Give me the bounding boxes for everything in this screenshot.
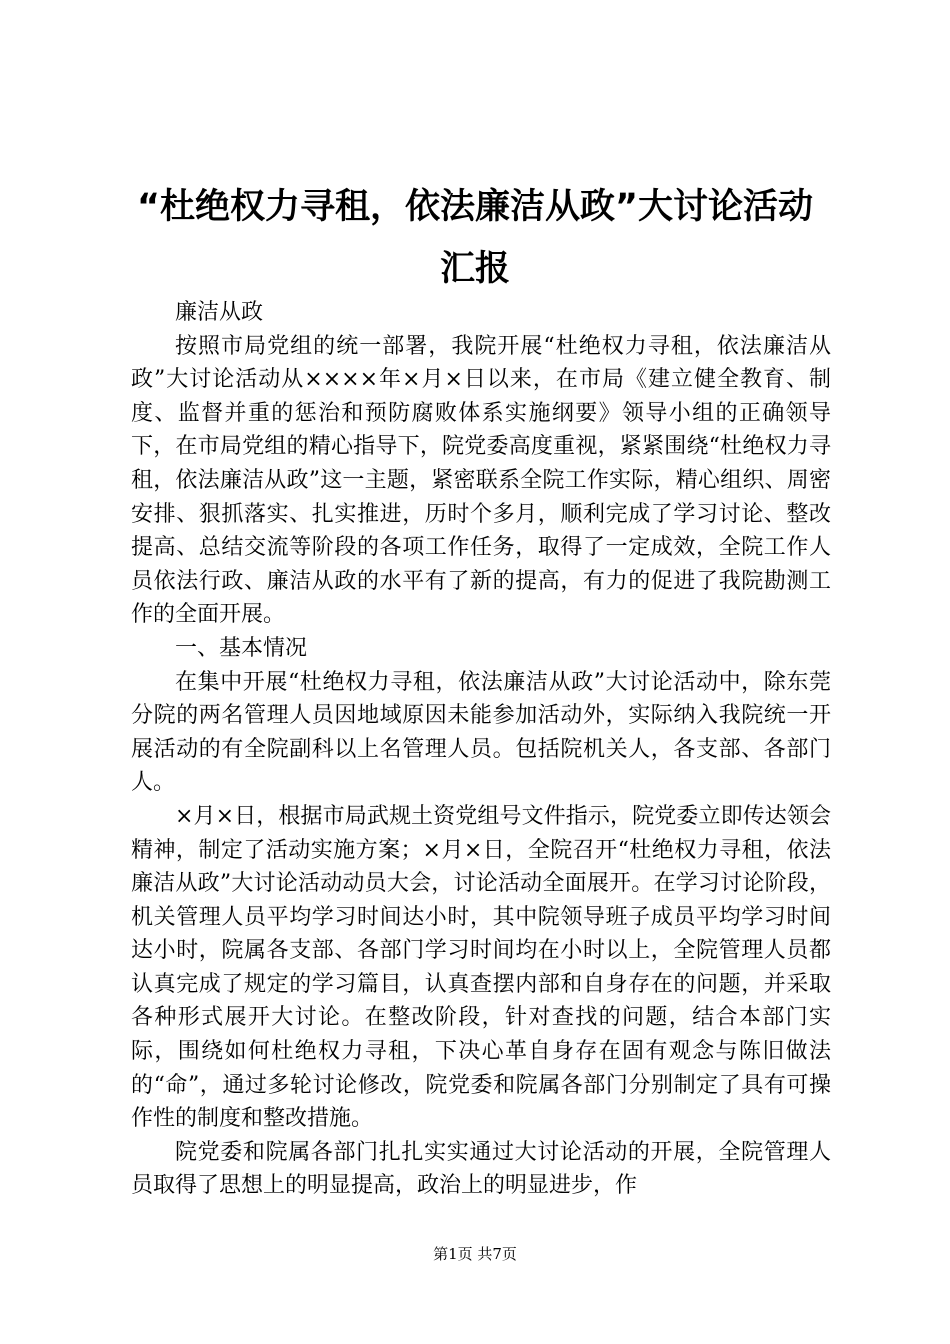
paragraph: ×月×日，根据市局武规土资党组号文件指示，院党委立即传达领会精神，制定了活动实施方案；×月×日，全院召开“杜绝权力寻租，依法廉洁从政”大讨论活动动员大会，讨论活动全面展开。在学习讨论阶段，机关管理人员平均学习时间达小时，其中院领导班子成员平均学习时间达小时，院属各支部、各部门学习时间均在小时以上，全院管理人员都认真完成了规定的学习篇目，认真查摆内部和自身存在的问题，并采取各种形式展开大讨论。在整改阶段，针对查找的问题，结合本部门实际，围绕如何杜绝权力寻租，下决心革自身存在固有观念与陈旧做法的“命”，通过多轮讨论修改，院党委和院属各部门分别制定了具有可操作性的制度和整改措施。 [131, 803, 831, 1132]
paragraph: 院党委和院属各部门扎扎实实通过大讨论活动的开展，全院管理人员取得了思想上的明显提高，政治上的明显进步，作 [131, 1139, 831, 1199]
document-title-line-2: 汇报 [439, 249, 510, 289]
page-number-footer: 第1页 共7页 [433, 1245, 517, 1263]
paragraph-subtitle: 廉洁从政 [175, 300, 264, 325]
document-body [131, 296, 831, 1203]
section-heading-basic-situation: 一、基本情况 [175, 635, 308, 661]
paragraph: 在集中开展“杜绝权力寻租，依法廉洁从政”大讨论活动中，除东莞分院的两名管理人员因地域原因未能参加活动外，实际纳入我院统一开展活动的有全院副科以上名管理人员。包括院机关人，各支部、各部门人。 [131, 669, 831, 796]
paragraph-intro: 按照市局党组的统一部署，我院开展“杜绝权力寻租，依法廉洁从政”大讨论活动从××××年×月×日以来，在市局《建立健全教育、制度、监督并重的惩治和预防腐败体系实施纲要》领导小组的正确领导下，在市局党组的精心指导下，院党委高度重视，紧紧围绕“杜绝权力寻租，依法廉洁从政”这一主题，紧密联系全院工作实际，精心组织、周密安排、狠抓落实、扎实推进，历时个多月，顺利完成了学习讨论、整改提高、总结交流等阶段的各项工作任务，取得了一定成效，全院工作人员依法行政、廉洁从政的水平有了新的提高，有力的促进了我院勘测工作的全面开展。 [131, 333, 831, 628]
document-title-line-1: “杜绝权力寻租，依法廉洁从政”大讨论活动 [136, 187, 813, 227]
